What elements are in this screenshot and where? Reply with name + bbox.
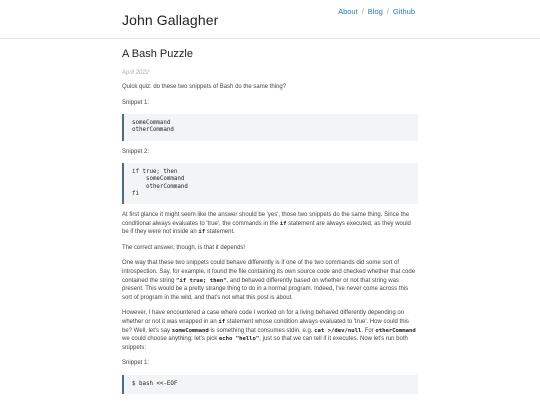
inline-code: if bbox=[279, 220, 287, 227]
post-content bbox=[122, 48, 418, 401]
code-block-snippet-2: if true; then someCommand otherCommand fi bbox=[122, 163, 418, 204]
post-intro: Quick quiz: do these two snippets of Bash do the same thing? bbox=[122, 84, 287, 90]
inline-code: echo "hello" bbox=[218, 336, 260, 343]
site-title[interactable]: John Gallagher bbox=[122, 12, 219, 28]
inline-code: if bbox=[218, 318, 226, 325]
post-title: A Bash Puzzle bbox=[122, 48, 193, 60]
snippet-label: Snippet 1: bbox=[122, 99, 150, 106]
nav-link-github[interactable]: Github bbox=[392, 7, 415, 16]
site-header bbox=[0, 0, 540, 39]
inline-code: if bbox=[198, 229, 206, 236]
paragraph-first-glance: At first glance it might seem like the answer should be 'yes', those two snippets do the same thing. Since the conditional always evaluates to 'true', the commands in the if statement are always executed, as they would be if they were not inside an if statement. bbox=[122, 212, 411, 236]
paragraph-introspection: One way that these two snippets could behave differently is if one of the two commands did some sort of introspection. Say, for example, it found the file containing its own source code and checked whether that code contained the string "if true; then", and behaved differently based on whether or not that string was present. This would be a pretty strange thing to do in a normal program. Indeed, I've never come across this sort of program in the wild, and that's not what this post is about. bbox=[122, 260, 416, 301]
snippet-label: Snippet 1: bbox=[122, 360, 150, 367]
top-nav bbox=[338, 7, 415, 16]
code-block-snippet-3: $ bash <<-EOF bbox=[122, 375, 418, 394]
paragraph-correct-answer: The correct answer, though, is that it depends! bbox=[122, 244, 246, 251]
inline-code: someCommand bbox=[171, 327, 209, 334]
inline-code: cat >/dev/null bbox=[314, 327, 362, 334]
inline-code: "if true; then" bbox=[176, 277, 227, 284]
post-date: April 2022 bbox=[122, 70, 150, 76]
inline-code: otherCommand bbox=[375, 327, 416, 334]
nav-separator: / bbox=[361, 7, 364, 16]
snippet-label: Snippet 2: bbox=[122, 148, 150, 155]
paragraph-stdin-case: However, I have encountered a case where code I worked on for a living behaved differently depending on whether or not it was wrapped in an if statement whose condition always evaluated to 'true'. How could this be? Well, let's say someCommand is something that consumes stdin, e.g. cat >/dev/null. For otherCommand we could choose anything; let's pick echo "hello", just so that we can tell if it executes. Now let's run both snippets: bbox=[122, 310, 416, 351]
nav-link-about[interactable]: About bbox=[338, 7, 358, 16]
nav-separator: / bbox=[386, 7, 389, 16]
code-block-snippet-1: someCommand otherCommand bbox=[122, 114, 418, 140]
nav-link-blog[interactable]: Blog bbox=[367, 7, 383, 16]
